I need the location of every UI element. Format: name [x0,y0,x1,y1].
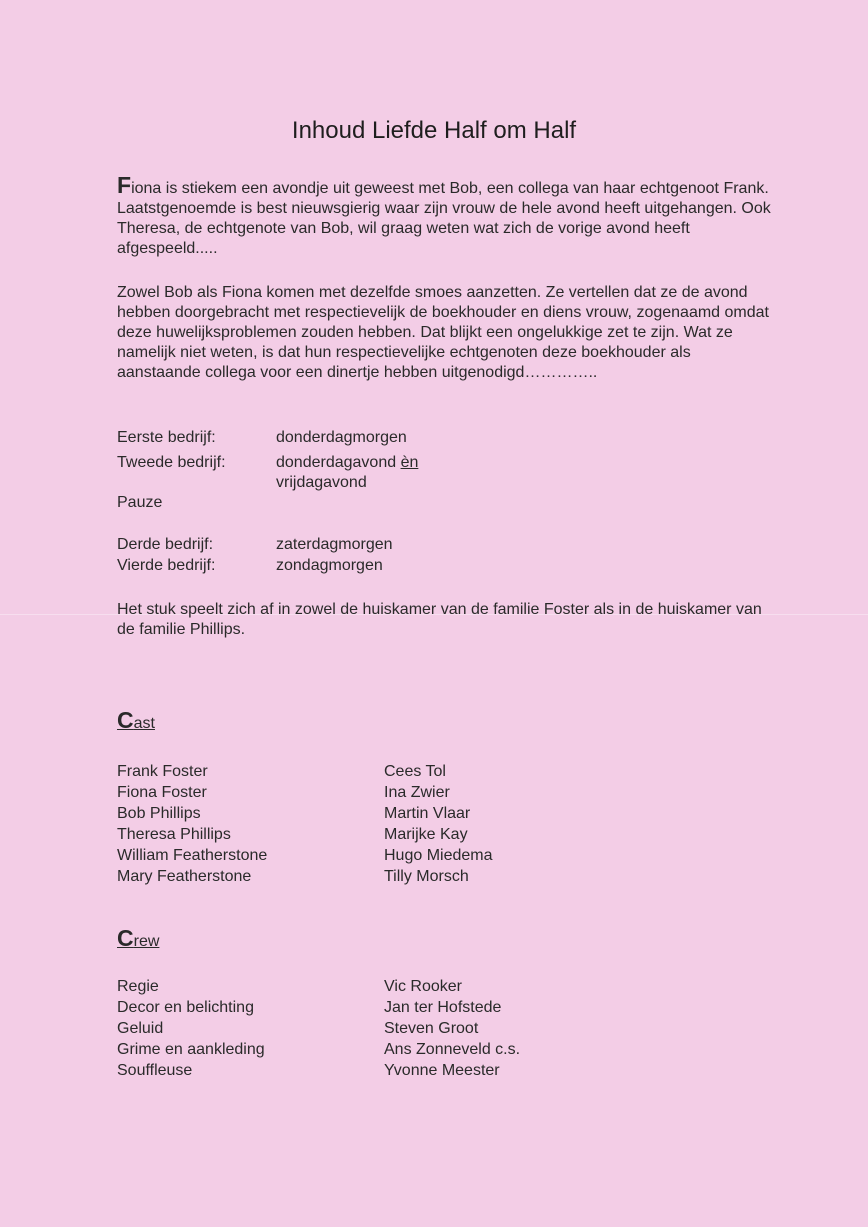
cast-actor: Martin Vlaar [384,805,471,822]
act4-value: zondagmorgen [276,557,383,574]
cast-actor: Tilly Morsch [384,868,469,885]
act2-value-b: vrijdagavond [276,474,367,491]
act1-value: donderdagmorgen [276,429,407,446]
act2-value [276,453,418,493]
act3-value: zaterdagmorgen [276,536,393,553]
cast-actor: Hugo Miedema [384,847,493,864]
crew-member: Vic Rooker [384,978,462,995]
crew-role: Regie [117,978,159,995]
intro-paragraph [117,172,777,259]
crew-role: Geluid [117,1020,164,1037]
cast-role: William Featherstone [117,847,268,864]
act1-label: Eerste bedrijf: [117,429,216,446]
intro-text: iona is stiekem een avondje uit geweest met Bob, een collega van haar echtgenoot Frank. Laatstgenoemde is best nieuwsgierig waar zijn vrouw de hele avond heeft uitgehangen. Ook Theresa, de echtgenote van Bob, wil graag weten wat zich de vorige avond heeft afgespeeld..... [117,180,771,257]
page-title: Inhoud Liefde Half om Half [291,117,577,144]
act2-value-en: èn [400,454,419,471]
intro-dropcap: F [117,172,132,198]
cast-role: Frank Foster [117,763,208,780]
cast-actor: Ina Zwier [384,784,450,801]
cast-heading-cap: C [117,707,134,733]
crew-heading-rest: rew [133,933,160,950]
pause-label: Pauze [117,494,163,511]
crew-heading [117,925,159,952]
setting-paragraph: Het stuk speelt zich af in zowel de huiskamer van de familie Foster als in de huiskamer van de familie Phillips. [117,601,762,638]
crew-role: Souffleuse [117,1062,193,1079]
crew-role: Grime en aankleding [117,1041,265,1058]
cast-heading [117,707,155,734]
crew-member: Jan ter Hofstede [384,999,502,1016]
cast-actor: Cees Tol [384,763,446,780]
cast-role: Theresa Phillips [117,826,231,843]
cast-heading-rest: ast [133,715,155,732]
cast-role: Fiona Foster [117,784,207,801]
crew-heading-cap: C [117,925,134,951]
act2-value-a: donderdagavond [276,454,401,471]
cast-role: Bob Phillips [117,805,201,822]
plot-paragraph: Zowel Bob als Fiona komen met dezelfde smoes aanzetten. Ze vertellen dat ze de avond hebben doorgebracht met respectievelijk de boekhouder en diens vrouw, zogenaamd omdat deze huwelijksproblemen zouden hebben. Dat blijkt een ongelukkige zet te zijn. Wat ze namelijk niet weten, is dat hun respectievelijke echtgenoten deze boekhouder als aanstaande collega voor een dinertje hebben uitgenodigd………….. [117,284,769,381]
act2-label: Tweede bedrijf: [117,454,226,471]
crew-member: Yvonne Meester [384,1062,500,1079]
crew-member: Ans Zonneveld c.s. [384,1041,521,1058]
act4-label: Vierde bedrijf: [117,557,216,574]
crew-role: Decor en belichting [117,999,254,1016]
cast-role: Mary Featherstone [117,868,252,885]
cast-actor: Marijke Kay [384,826,468,843]
crew-member: Steven Groot [384,1020,479,1037]
act3-label: Derde bedrijf: [117,536,214,553]
